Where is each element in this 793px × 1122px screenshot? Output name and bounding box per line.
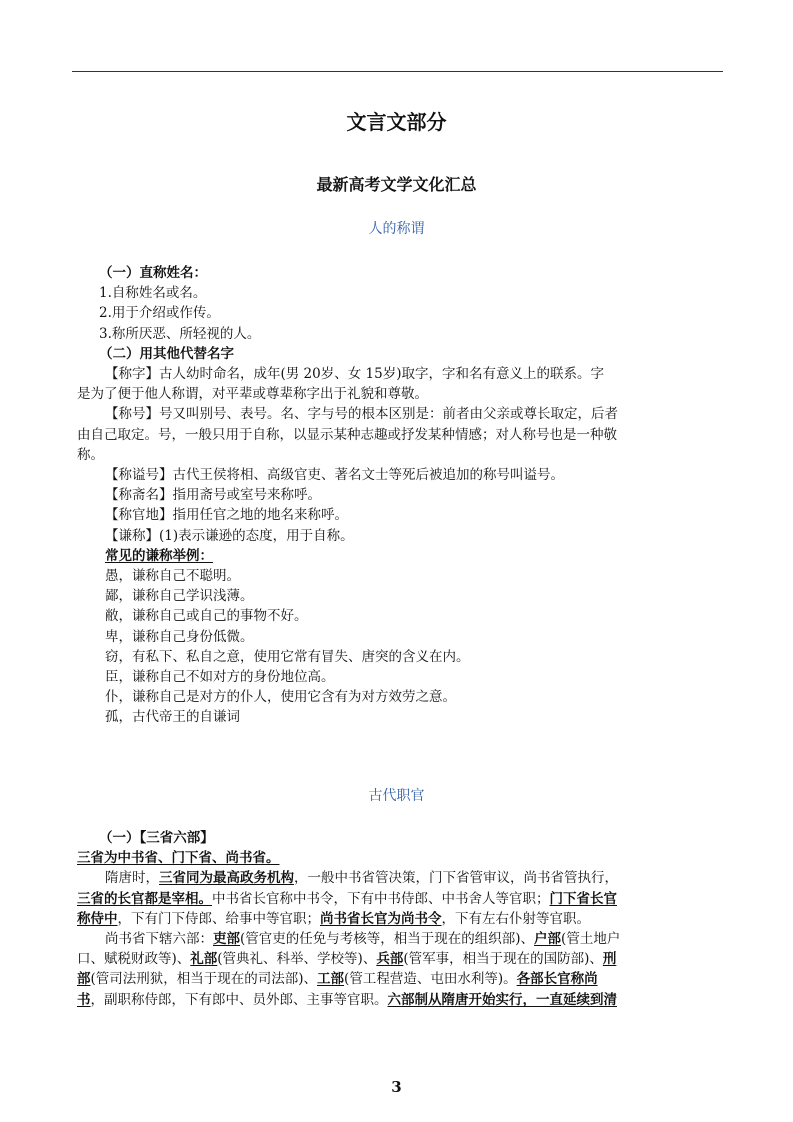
page-title: 文言文部分: [346, 110, 447, 134]
section-titles-body: [77, 263, 717, 728]
page-number: 3: [391, 1078, 402, 1096]
page-subtitle: 最新高考文学文化汇总: [316, 175, 477, 194]
paragraph-line: 【谦称】(1)表示谦逊的态度，用于自称。: [105, 527, 354, 544]
subheading-direct-name: （一）直称姓名：: [99, 265, 207, 281]
paragraph-line: 【称字】古人幼时命名，成年(男 20岁、女 15岁)取字，字和名有意义上的联系。字: [105, 366, 604, 383]
list-item: 卑，谦称自己身份低微。: [105, 628, 254, 645]
paragraph-line: 书，副职称侍郎，下有郎中、员外郎、主事等官职。六部制从隋唐开始实行，一直延续到清: [77, 991, 617, 1008]
paragraph-line: 由自己取定。号，一般只用于自称，以显示某种志趣或抒发某种情感；对人称号也是一种敬: [77, 426, 617, 443]
list-item: 3.称所厌恶、所轻视的人。: [99, 325, 261, 342]
paragraph-line: 部(管司法刑狱，相当于现在的司法部)、工部(管工程营造、屯田水利等)。各部长官称尚: [77, 971, 598, 988]
key-sentence: 三省为中书省、门下省、尚书省。: [77, 850, 280, 867]
paragraph-line: 是为了便于他人称谓，对平辈或尊辈称字出于礼貌和尊敬。: [77, 386, 428, 403]
section-officials-body: [77, 828, 717, 1010]
paragraph-line: 【称号】号又叫别号、表号。名、字与号的根本区别是：前者由父亲或尊长取定，后者: [105, 406, 618, 423]
subheading-other-names: （二）用其他代替名字: [99, 345, 234, 362]
list-item: 窃，有私下、私自之意，使用它常有冒失、唐突的含义在内。: [105, 648, 470, 665]
list-item: 仆，谦称自己是对方的仆人，使用它含有为对方效劳之意。: [105, 689, 456, 706]
paragraph-line: 【称斋名】指用斋号或室号来称呼。: [105, 487, 321, 504]
paragraph-line: 隋唐时，三省同为最高政务机构，一般中书省管决策，门下省管审议，尚书省管执行，: [105, 870, 618, 887]
section-heading-officials: 古代职官: [368, 788, 425, 804]
header-rule: [72, 71, 723, 72]
paragraph-line: 尚书省下辖六部：吏部(管官吏的任免与考核等，相当于现在的组织部)、户部(管土地户: [105, 931, 621, 948]
list-item: 鄙，谦称自己学识浅薄。: [105, 588, 254, 605]
list-item: 愚，谦称自己不聪明。: [105, 568, 240, 585]
paragraph-line: 称侍中，下有门下侍郎、给事中等官职；尚书省长官为尚书令，下有左右仆射等官职。: [77, 910, 590, 927]
subheading-three-depts: （一）【三省六部】: [99, 830, 214, 846]
list-item: 1.自称姓名或名。: [99, 285, 207, 302]
list-item: 敝，谦称自己或自己的事物不好。: [105, 608, 308, 625]
paragraph-line: 【称谥号】古代王侯将相、高级官吏、著名文士等死后被追加的称号叫谥号。: [105, 467, 564, 484]
paragraph-line: 三省的长官都是宰相。中书省长官称中书令，下有中书侍郎、中书舍人等官职；门下省长官: [77, 890, 617, 907]
list-item: 臣，谦称自己不如对方的身份地位高。: [105, 669, 335, 686]
paragraph-line: 称。: [77, 446, 104, 463]
examples-heading: 常见的谦称举例：: [105, 547, 213, 564]
list-item: 2.用于介绍或作传。: [99, 305, 220, 322]
section-heading-titles: 人的称谓: [368, 221, 425, 237]
list-item: 孤，古代帝王的自谦词: [105, 709, 240, 726]
paragraph-line: 【称官地】指用任官之地的地名来称呼。: [105, 507, 348, 524]
paragraph-line: 口、赋税财政等)、礼部(管典礼、科举、学校等)、兵部(管军事，相当于现在的国防部)、刑: [77, 951, 617, 968]
